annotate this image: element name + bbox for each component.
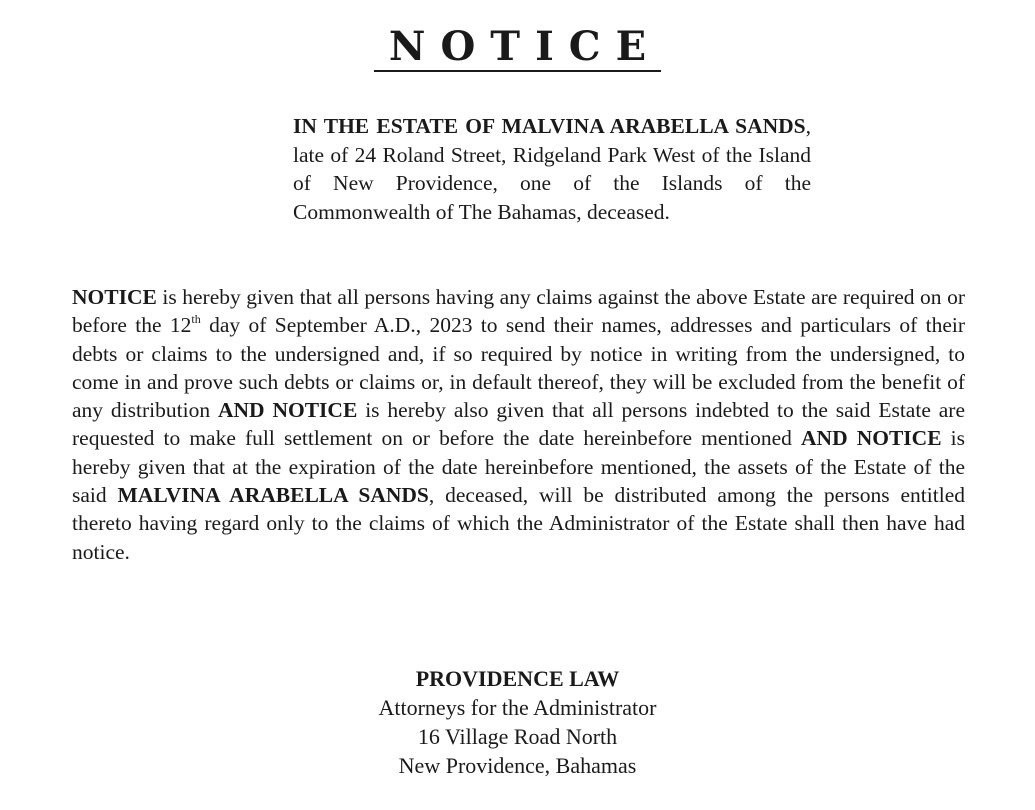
estate-heading-rest: , late of 24 Roland Street, Ridgeland Park West of the Island of New Providence, one of the Islands of the Commonwealth of The Bahamas, deceased. xyxy=(293,114,811,224)
and-notice-1: AND NOTICE xyxy=(217,398,358,423)
estate-heading xyxy=(293,112,811,226)
notice-title-text: NOTICE xyxy=(374,24,661,72)
notice-title xyxy=(0,22,1035,72)
body-part-3: is hereby also given that all persons indebted to the said Estate are requested to make full settlement on or before the date hereinbefore mentioned xyxy=(72,398,966,451)
deceased-name: MALVINA ARABELLA SANDS xyxy=(117,483,429,508)
notice-body xyxy=(72,283,965,566)
address-line-2: New Providence, Bahamas xyxy=(398,753,637,778)
and-notice-2: AND NOTICE xyxy=(801,426,942,451)
address-line-1: 16 Village Road North xyxy=(417,724,618,749)
estate-heading-bold: IN THE ESTATE OF MALVINA ARABELLA SANDS xyxy=(293,114,806,138)
body-part-1: is hereby given that all persons having any claims against the above Estate are required on or before the 12 xyxy=(72,285,965,338)
body-lead: NOTICE xyxy=(72,285,157,309)
firm-role: Attorneys for the Administrator xyxy=(378,695,657,720)
signature-block xyxy=(0,664,1035,780)
body-part-5: , deceased, will be distributed among the persons entitled thereto having regard only to the claims of which the Administrator of the Estate shall then have had notice. xyxy=(72,483,965,564)
ordinal-suffix: th xyxy=(191,312,201,327)
firm-name: PROVIDENCE LAW xyxy=(415,666,620,691)
body-part-2: day of September A.D., 2023 to send their names, addresses and particulars of their debts or claims to the undersigned and, if so required by notice in writing from the undersigned, to come in and prove such debts or claims or, in default thereof, they will be excluded from the benefit of any distribution xyxy=(72,313,966,423)
body-part-4: is hereby given that at the expiration of the date hereinbefore mentioned, the assets of the Estate of the said xyxy=(72,426,966,508)
